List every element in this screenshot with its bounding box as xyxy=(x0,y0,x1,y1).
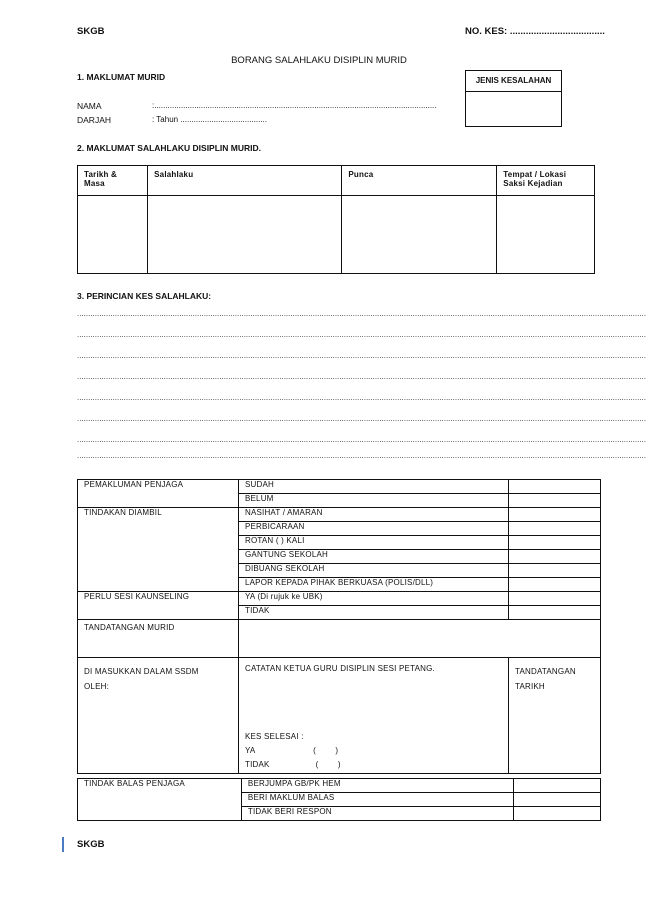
rotan-check[interactable] xyxy=(508,536,600,550)
footer-divider xyxy=(62,837,64,852)
detail-line-8[interactable]: ................................................................................................................................................................................................................................................................ xyxy=(77,451,646,460)
dibuang-option: DIBUANG SEKOLAH xyxy=(238,564,508,578)
perbicaraan-option: PERBICARAAN xyxy=(238,522,508,536)
jenis-kesalahan-label: JENIS KESALAHAN xyxy=(466,71,561,92)
kes-selesai-label: KES SELESAI : xyxy=(244,732,304,741)
pemakluman-label: PEMAKLUMAN PENJAGA xyxy=(78,480,239,508)
ya-ubk-check[interactable] xyxy=(508,592,600,606)
berjumpa-check[interactable] xyxy=(513,779,600,793)
darjah-label: DARJAH xyxy=(77,115,112,125)
tandatangan-murid-field[interactable] xyxy=(238,620,600,658)
detail-line-4[interactable]: ................................................................................................................................................................................................................................................................ xyxy=(77,372,646,381)
detail-line-5[interactable]: ................................................................................................................................................................................................................................................................ xyxy=(77,393,646,402)
rotan-option: ROTAN ( ) KALI xyxy=(238,536,508,550)
cell-punca[interactable] xyxy=(342,196,497,274)
tindakan-label: TINDAKAN DIAMBIL xyxy=(78,508,239,592)
detail-line-2[interactable]: ................................................................................................................................................................................................................................................................ xyxy=(77,330,646,339)
perbicaraan-check[interactable] xyxy=(508,522,600,536)
detail-line-6[interactable]: ................................................................................................................................................................................................................................................................ xyxy=(77,414,646,423)
cell-salahlaku[interactable] xyxy=(148,196,342,274)
tidak-beri-option: TIDAK BERI RESPON xyxy=(241,807,513,821)
salahlaku-table xyxy=(77,165,595,274)
col-tarikh: Tarikh & Masa xyxy=(78,166,148,196)
tidak-beri-check[interactable] xyxy=(513,807,600,821)
tandatangan-tarikh-label: TANDATANGAN TARIKH xyxy=(508,658,600,774)
tindak-balas-label: TINDAK BALAS PENJAGA xyxy=(78,779,242,821)
header-org: SKGB xyxy=(77,26,105,37)
tindakan-table xyxy=(77,479,601,774)
darjah-field[interactable]: : Tahun ....................................... xyxy=(152,115,268,124)
detail-line-1[interactable]: ................................................................................................................................................................................................................................................................ xyxy=(77,309,646,318)
gantung-check[interactable] xyxy=(508,550,600,564)
belum-option: BELUM xyxy=(238,494,508,508)
nama-label: NAMA xyxy=(77,101,102,111)
beri-maklum-check[interactable] xyxy=(513,793,600,807)
tidak-check[interactable] xyxy=(508,606,600,620)
form-title: BORANG SALAHLAKU DISIPLIN MURID xyxy=(231,55,407,66)
col-punca: Punca xyxy=(342,166,497,196)
cell-tarikh[interactable] xyxy=(78,196,148,274)
nasihat-option: NASIHAT / AMARAN xyxy=(238,508,508,522)
col-salahlaku: Salahlaku xyxy=(148,166,342,196)
catatan-label: CATATAN KETUA GURU DISIPLIN SESI PETANG. xyxy=(244,664,435,673)
sudah-check[interactable] xyxy=(508,480,600,494)
col-tempat: Tempat / Lokasi Saksi Kejadian xyxy=(497,166,595,196)
footer-org: SKGB xyxy=(77,839,105,850)
perlu-kaunseling-label: PERLU SESI KAUNSELING xyxy=(78,592,239,620)
case-number: NO. KES: .................................... xyxy=(465,26,605,37)
nama-field[interactable]: :............................................................................................................................... xyxy=(152,101,437,110)
beri-maklum-option: BERI MAKLUM BALAS xyxy=(241,793,513,807)
dimasukkan-label: DI MASUKKAN DALAM SSDM OLEH: xyxy=(78,658,239,774)
detail-line-3[interactable]: ................................................................................................................................................................................................................................................................ xyxy=(77,351,646,360)
dibuang-check[interactable] xyxy=(508,564,600,578)
catatan-cell[interactable] xyxy=(238,658,508,774)
gantung-option: GANTUNG SEKOLAH xyxy=(238,550,508,564)
sudah-option: SUDAH xyxy=(238,480,508,494)
ya-ubk-option: YA (Di rujuk ke UBK) xyxy=(238,592,508,606)
tindak-balas-table xyxy=(77,778,601,821)
kes-selesai-tidak[interactable]: TIDAK ( ) xyxy=(244,760,341,769)
section3-title: 3. PERINCIAN KES SALAHLAKU: xyxy=(77,291,212,301)
belum-check[interactable] xyxy=(508,494,600,508)
lapor-option: LAPOR KEPADA PIHAK BERKUASA (POLIS/DLL) xyxy=(238,578,508,592)
section2-title: 2. MAKLUMAT SALAHLAKU DISIPLIN MURID. xyxy=(77,143,261,153)
cell-tempat[interactable] xyxy=(497,196,595,274)
nasihat-check[interactable] xyxy=(508,508,600,522)
berjumpa-option: BERJUMPA GB/PK HEM xyxy=(241,779,513,793)
jenis-kesalahan-box[interactable] xyxy=(465,70,562,127)
tidak-option: TIDAK xyxy=(238,606,508,620)
section1-title: 1. MAKLUMAT MURID xyxy=(77,72,166,82)
lapor-check[interactable] xyxy=(508,578,600,592)
kes-selesai-ya[interactable]: YA ( ) xyxy=(244,746,339,755)
tandatangan-murid-label: TANDATANGAN MURID xyxy=(78,620,239,658)
detail-line-7[interactable]: ................................................................................................................................................................................................................................................................ xyxy=(77,435,646,444)
